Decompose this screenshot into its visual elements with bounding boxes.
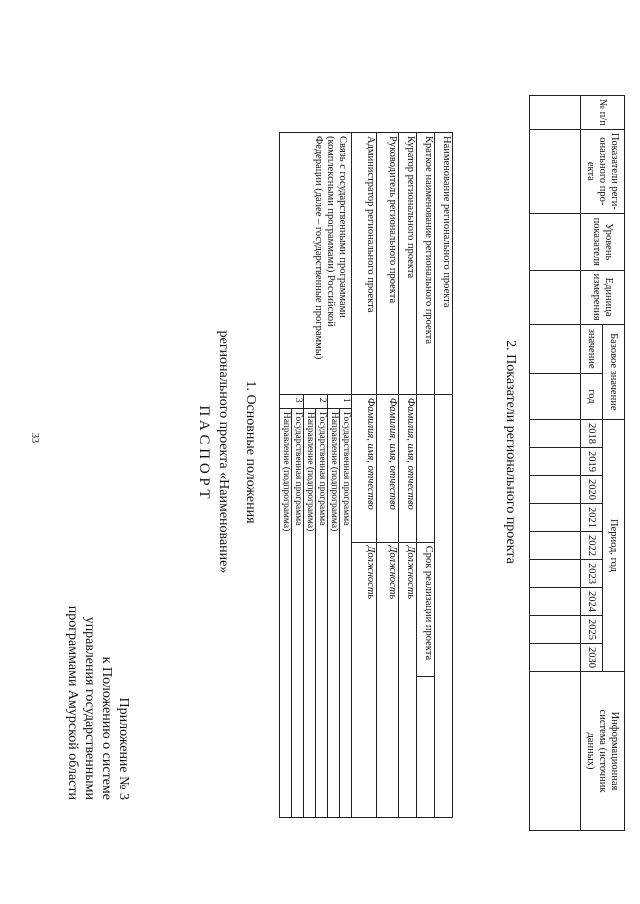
empty-cell [530, 615, 581, 643]
link-label-line-2: (комплексными программами) Российской [325, 136, 337, 327]
col-info-header [581, 671, 625, 830]
col-unit-line-1: Единица [603, 277, 615, 317]
year-header: 2021 [581, 503, 603, 531]
col-info-line-1: Информационная [609, 711, 621, 791]
table-row [530, 96, 581, 831]
table-row [376, 133, 398, 818]
program-direction: Направление (подпрограмма) [328, 408, 340, 817]
program-direction: Направление (подпрограмма) [280, 408, 292, 817]
col-unit-header [581, 270, 625, 324]
program-direction: Направление (подпрограмма) [304, 408, 316, 817]
empty-cell [530, 270, 581, 324]
empty-cell [530, 373, 581, 419]
table-row [340, 133, 352, 818]
appendix-line-4: программами Амурской области [65, 605, 80, 800]
appendix-line-2: к Положению о системе [99, 656, 114, 800]
admin-position: Должность [352, 542, 376, 817]
year-header: 2019 [581, 447, 603, 475]
empty-cell [530, 559, 581, 587]
col-unit-line-2: измерения [591, 273, 603, 321]
leader-position: Должность [376, 542, 398, 817]
program-number: 3 [280, 394, 304, 408]
link-label-line-3: Федерации (далее – государственные программы) [313, 136, 325, 360]
empty-cell [530, 587, 581, 615]
year-header: 2020 [581, 475, 603, 503]
col-info-line-3: данных) [585, 732, 597, 770]
year-header: 2025 [581, 615, 603, 643]
program-number: 1 [328, 394, 352, 408]
empty-cell [530, 419, 581, 447]
passport-subtitle: регионального проекта «Наименование» [216, 330, 231, 574]
table-row [398, 133, 416, 818]
admin-fio: Фамилия, имя, отчество [352, 394, 376, 542]
col-level-line-2: показателя [591, 217, 603, 266]
empty-cell [530, 531, 581, 559]
empty-cell [530, 447, 581, 475]
empty-cell [530, 475, 581, 503]
col-indicator-line-1: Показатели реги- [609, 132, 621, 210]
name-value-cell [434, 394, 452, 817]
col-base-header: Базовое значение [603, 324, 625, 419]
col-indicator-line-3: екта [585, 161, 597, 181]
table-row [352, 133, 376, 818]
curator-fio: Фамилия, имя, отчество [398, 394, 416, 542]
appendix-line-1: Приложение № 3 [116, 697, 131, 800]
period-label: Срок реализации проекта [416, 542, 434, 676]
col-base-value-header: значение [581, 324, 603, 373]
year-header: 2018 [581, 419, 603, 447]
page-number: 33 [29, 433, 40, 443]
short-name-label: Краткое наименование регионального проекта [416, 133, 434, 395]
col-info-line-2: система (источник [597, 709, 609, 793]
table-row [603, 96, 625, 831]
short-name-value-cell [416, 394, 434, 542]
year-header: 2030 [581, 643, 603, 671]
link-label [280, 133, 352, 395]
col-indicator-header [581, 129, 625, 213]
admin-label: Администратор регионального проекта [352, 133, 376, 395]
empty-cell [530, 129, 581, 213]
period-value-cell [416, 676, 434, 817]
col-indicator-line-2: онального про- [597, 137, 609, 206]
indicators-table [529, 95, 625, 831]
col-level-header [581, 213, 625, 270]
program-name: Государственная программа [292, 408, 304, 817]
col-number-header: № п/п [581, 96, 625, 130]
table-row [416, 133, 434, 818]
empty-cell [530, 643, 581, 671]
curator-label: Куратор регионального проекта [398, 133, 416, 395]
passport-title: П А С П О Р Т [196, 405, 212, 499]
empty-cell [530, 671, 581, 830]
main-provisions-table [279, 132, 453, 818]
name-label: Наименование регионального проекта [434, 133, 452, 395]
year-header: 2024 [581, 587, 603, 615]
leader-fio: Фамилия, имя, отчество [376, 394, 398, 542]
empty-cell [530, 96, 581, 130]
section2-heading: 2. Показатели регионального проекта [503, 340, 518, 564]
curator-position: Должность [398, 542, 416, 817]
col-base-year-header: год [581, 373, 603, 419]
empty-cell [530, 503, 581, 531]
table-row [434, 133, 452, 818]
year-header: 2022 [581, 531, 603, 559]
col-period-header: Период, год [603, 419, 625, 671]
year-header: 2023 [581, 559, 603, 587]
appendix-line-3: управления государственными [82, 616, 97, 800]
empty-cell [530, 324, 581, 373]
col-level-line-1: Уровень [603, 223, 615, 261]
link-label-line-1: Связь с государственными программами [337, 136, 349, 318]
program-name: Государственная программа [340, 408, 352, 817]
program-name: Государственная программа [316, 408, 328, 817]
section1-heading: 1. Основные положения [243, 380, 258, 524]
empty-cell [530, 213, 581, 270]
program-number: 2 [304, 394, 328, 408]
leader-label: Руководитель регионального проекта [376, 133, 398, 395]
